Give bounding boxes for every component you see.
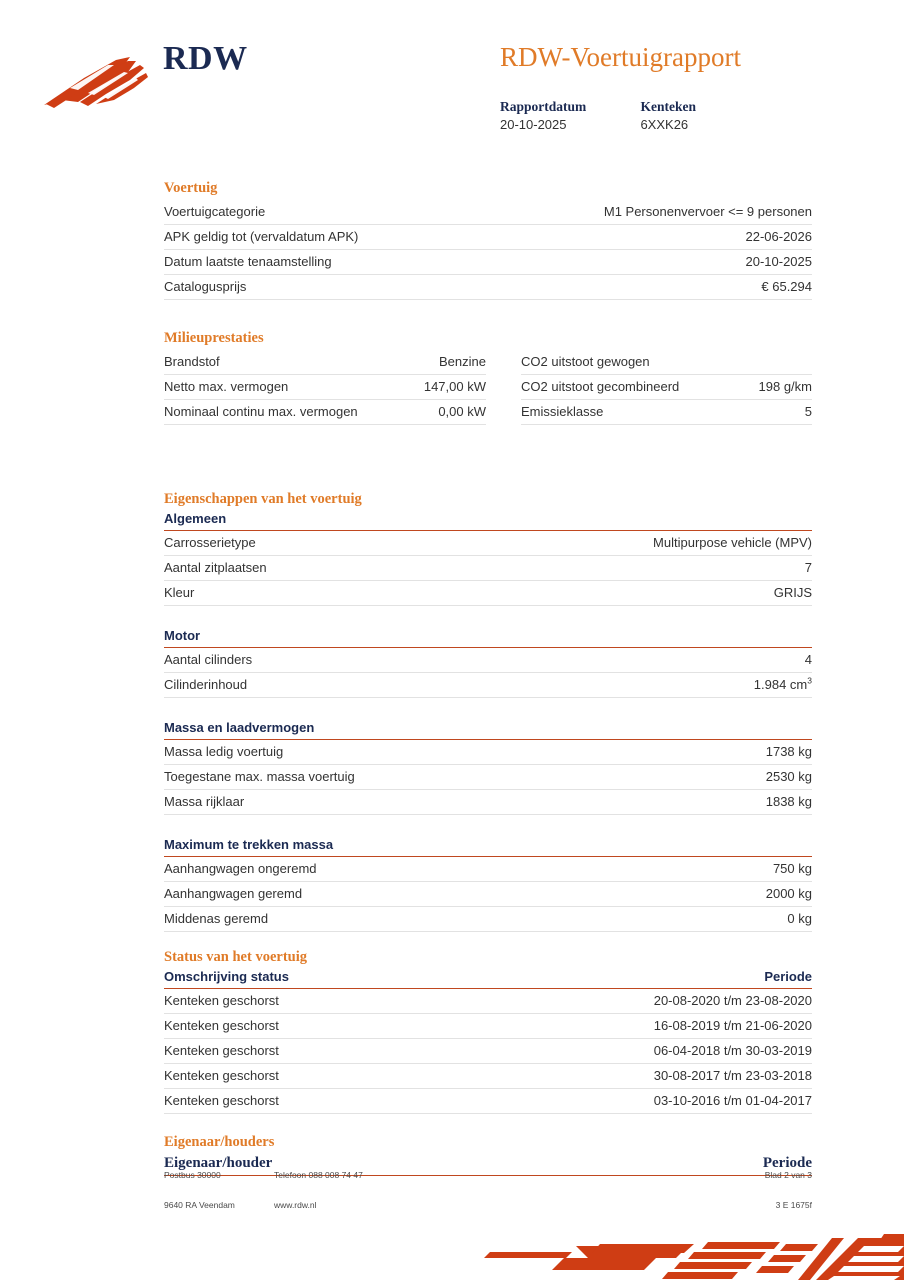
row-label: Kenteken geschorst [164, 1039, 437, 1064]
footer-city: 9640 RA Veendam [164, 1200, 235, 1210]
rdw-feather-logo-icon [44, 52, 164, 114]
report-date-value: 20-10-2025 [500, 117, 567, 132]
table-row [164, 857, 812, 882]
section-status [164, 949, 812, 1114]
section-title-eigenschappen: Eigenschappen van het voertuig [164, 491, 362, 507]
table-row [164, 375, 812, 400]
row-value: 20-08-2020 t/m 23-08-2020 [437, 989, 812, 1014]
table-row [164, 882, 812, 907]
page-footer [164, 1168, 812, 1212]
row-value: 16-08-2019 t/m 21-06-2020 [437, 1014, 812, 1039]
eigenaar-col-period: Periode [762, 1155, 812, 1171]
unit-superscript: 3 [807, 675, 812, 686]
table-row [164, 250, 812, 275]
table-row [164, 1039, 812, 1064]
table-row [164, 989, 812, 1014]
row-label: APK geldig tot (vervaldatum APK) [164, 225, 477, 250]
block-spacer [164, 698, 812, 720]
table-row [164, 1064, 812, 1089]
page-title: RDW-Voertuigrapport [500, 42, 741, 72]
subsection-title-algemeen: Algemeen [164, 511, 812, 531]
footer-row-one [164, 1168, 812, 1182]
table-row [164, 1089, 812, 1114]
table-row [164, 225, 812, 250]
row-value: 2000 kg [661, 882, 812, 907]
row-label: Toegestane max. massa voertuig [164, 765, 686, 790]
row-label-right: CO2 uitstoot gewogen [521, 350, 721, 375]
footer-website: www.rdw.nl [274, 1200, 317, 1210]
table-row [164, 581, 812, 606]
row-label-right: CO2 uitstoot gecombineerd [521, 375, 721, 400]
table-row [164, 531, 812, 556]
algemeen-table [164, 531, 812, 606]
row-label-right: Emissieklasse [521, 400, 721, 425]
row-label: Kenteken geschorst [164, 1014, 437, 1039]
license-plate-value: 6XXK26 [640, 117, 689, 132]
footer-telephone: Telefoon 088 008 74 47 [274, 1170, 363, 1180]
row-value: € 65.294 [477, 275, 812, 300]
table-row [164, 673, 812, 698]
row-value-right: 5 [721, 400, 812, 425]
status-column-headers [164, 969, 812, 989]
row-value-cilinderinhoud [554, 673, 812, 698]
row-value: 06-04-2018 t/m 30-03-2019 [437, 1039, 812, 1064]
section-title-voertuig: Voertuig [164, 180, 218, 196]
rdw-wordmark: RDW [163, 40, 248, 77]
row-value-right [721, 350, 812, 375]
footer-page-number: Blad 2 van 3 [764, 1170, 812, 1180]
row-label: Middenas geremd [164, 907, 661, 932]
table-row [164, 350, 812, 375]
row-value: 1.984 cm [753, 677, 808, 692]
row-value: 0 kg [661, 907, 812, 932]
column-spacer [486, 375, 521, 400]
milieuprestaties-table [164, 350, 812, 425]
status-table [164, 989, 812, 1114]
subsection-title-trekken: Maximum te trekken massa [164, 837, 812, 857]
row-value: 2530 kg [686, 765, 812, 790]
meta-report-date [500, 98, 636, 134]
report-date-label: Rapportdatum [500, 99, 587, 114]
row-value: GRIJS [418, 581, 812, 606]
eigenaar-col-owner: Eigenaar/houder [164, 1155, 273, 1171]
row-label: Massa rijklaar [164, 790, 686, 815]
table-row [164, 907, 812, 932]
section-voertuig [164, 180, 812, 300]
rdw-corner-graphic-icon [480, 1224, 904, 1280]
voertuig-table [164, 200, 812, 300]
row-label: Aanhangwagen ongeremd [164, 857, 661, 882]
table-row [164, 740, 812, 765]
row-value: 30-08-2017 t/m 23-03-2018 [437, 1064, 812, 1089]
row-value: 03-10-2016 t/m 01-04-2017 [437, 1089, 812, 1114]
block-spacer [164, 606, 812, 628]
license-plate-label: Kenteken [640, 99, 696, 114]
row-label: Voertuigcategorie [164, 200, 477, 225]
table-row [164, 400, 812, 425]
subsection-title-massa: Massa en laadvermogen [164, 720, 812, 740]
row-value: 4 [554, 648, 812, 673]
row-label: Datum laatste tenaamstelling [164, 250, 477, 275]
row-label: Kenteken geschorst [164, 989, 437, 1014]
row-label: Kenteken geschorst [164, 1064, 437, 1089]
section-title-eigenaar-houders: Eigenaar/houders [164, 1134, 275, 1150]
column-spacer [486, 400, 521, 425]
trekken-table [164, 857, 812, 932]
row-value: 750 kg [661, 857, 812, 882]
table-row [164, 200, 812, 225]
table-row [164, 648, 812, 673]
report-meta [500, 98, 696, 134]
footer-form-code: 3 E 1675f [775, 1200, 812, 1210]
row-label: Aanhangwagen geremd [164, 882, 661, 907]
row-label: Aantal zitplaatsen [164, 556, 418, 581]
massa-table [164, 740, 812, 815]
row-value: 22-06-2026 [477, 225, 812, 250]
table-row [164, 275, 812, 300]
row-label: Cilinderinhoud [164, 673, 554, 698]
footer-postbus: Postbus 30000 [164, 1170, 221, 1180]
status-col-period: Periode [764, 969, 812, 984]
row-label: Kenteken geschorst [164, 1089, 437, 1114]
row-label-left: Brandstof [164, 350, 414, 375]
row-label: Carrosserietype [164, 531, 418, 556]
row-value-left: 147,00 kW [414, 375, 486, 400]
block-spacer [164, 815, 812, 837]
row-value-right: 198 g/km [721, 375, 812, 400]
section-title-milieuprestaties: Milieuprestaties [164, 330, 264, 346]
table-row [164, 556, 812, 581]
row-value: 1838 kg [686, 790, 812, 815]
row-label-left: Nominaal continu max. vermogen [164, 400, 414, 425]
row-value-left: 0,00 kW [414, 400, 486, 425]
section-eigenschappen [164, 491, 812, 932]
status-col-description: Omschrijving status [164, 969, 289, 984]
subsection-title-motor: Motor [164, 628, 812, 648]
report-header [0, 0, 904, 170]
row-label: Catalogusprijs [164, 275, 477, 300]
section-milieuprestaties [164, 330, 812, 425]
column-spacer [486, 350, 521, 375]
row-value: 1738 kg [686, 740, 812, 765]
footer-row-two [164, 1198, 812, 1212]
row-value: 20-10-2025 [477, 250, 812, 275]
row-value-left: Benzine [414, 350, 486, 375]
row-label-left: Netto max. vermogen [164, 375, 414, 400]
row-label: Massa ledig voertuig [164, 740, 686, 765]
motor-table [164, 648, 812, 698]
table-row [164, 1014, 812, 1039]
row-value: M1 Personenvervoer <= 9 personen [477, 200, 812, 225]
row-label: Kleur [164, 581, 418, 606]
section-title-status: Status van het voertuig [164, 949, 307, 965]
table-row [164, 765, 812, 790]
row-label: Aantal cilinders [164, 648, 554, 673]
row-value: 7 [418, 556, 812, 581]
meta-license-plate [640, 98, 696, 134]
table-row [164, 790, 812, 815]
row-value: Multipurpose vehicle (MPV) [418, 531, 812, 556]
